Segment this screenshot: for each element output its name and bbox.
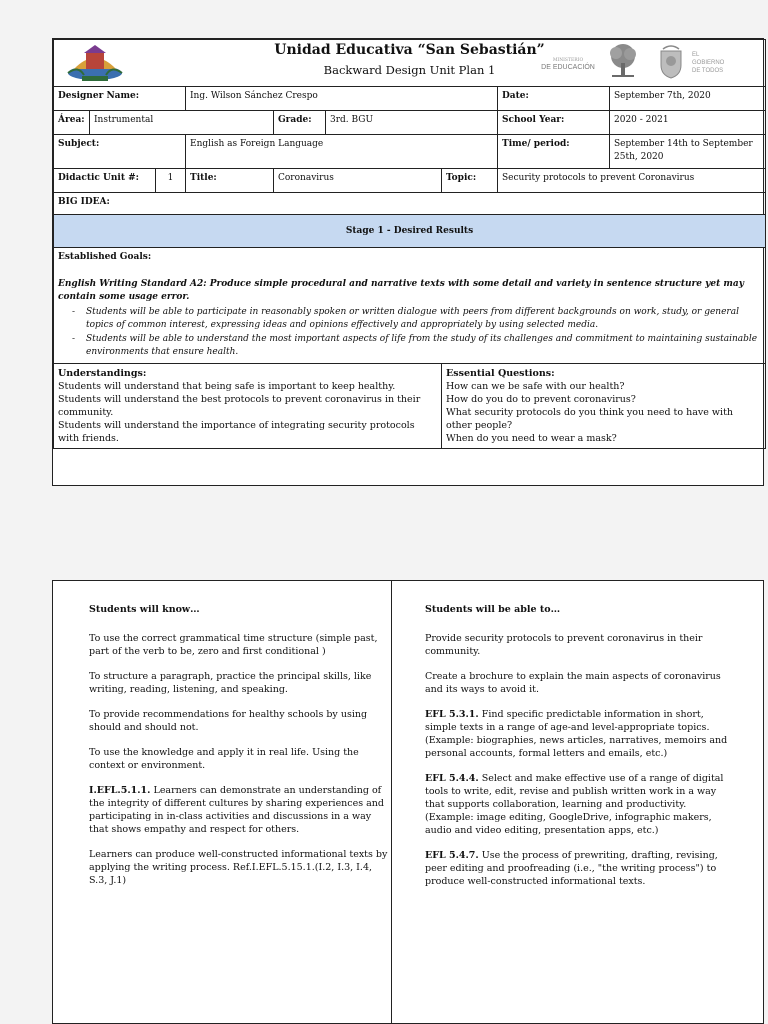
document-header <box>54 40 765 86</box>
date-value: September 7th, 2020 <box>610 87 766 111</box>
stage-heading: Stage 1 - Desired Results <box>54 215 766 248</box>
list-item: Learners can produce well-constructed informational texts by applying the writing process. Ref.I.EFL.5.15.1.(I.2, I.3, I.4, S.3, J.1) <box>89 849 388 886</box>
unit-plan-table <box>53 39 766 449</box>
subject-value: English as Foreign Language <box>186 135 498 169</box>
subject-label: Subject: <box>54 135 186 169</box>
period-value: September 14th to September 25th, 2020 <box>610 135 766 169</box>
column-divider <box>391 581 392 1023</box>
topic-label: Topic: <box>442 169 498 193</box>
questions-label: Essential Questions: <box>446 368 555 379</box>
title-label: Title: <box>186 169 274 193</box>
unit-value: 1 <box>156 169 186 193</box>
writing-standard: English Writing Standard A2: Produce simple procedural and narrative texts with some detail and variety in sentence structure yet may contain some usage error. <box>58 279 744 302</box>
area-value: Instrumental <box>90 111 274 135</box>
list-item: Students will understand the best protocols to prevent coronavirus in their community. <box>58 394 421 418</box>
list-item: Create a brochure to explain the main aspects of coronavirus and its ways to avoid it. <box>425 671 721 695</box>
know-heading: Students will know… <box>89 604 200 615</box>
list-item: What security protocols do you think you need to have with other people? <box>446 407 734 431</box>
unit-label: Didactic Unit #: <box>54 169 156 193</box>
list-item: - Students will be able to participate in reasonably spoken or written dialogue with peers from different backgrounds on work, study, or general topics of common interest, expressing ideas and opinions effectively and appropriately by using selected media. <box>86 306 761 332</box>
essential-questions-cell <box>442 364 766 449</box>
students-will-be-able-column <box>425 603 735 1023</box>
list-item: EFL 5.4.4. Select and make effective use of a range of digital tools to write, edit, revise and publish written work in a way that supports collaboration, learning and productivity. (Example: image editing, GoogleDrive, infographic makers, audio and video editing, presentation apps, etc.) <box>425 773 724 836</box>
period-label: Time/ period: <box>498 135 610 169</box>
list-item: When do you need to wear a mask? <box>446 433 617 444</box>
list-item: To use the knowledge and apply it in real life. Using the context or environment. <box>89 747 359 771</box>
government-logo <box>690 48 730 76</box>
list-item: - Students will be able to understand the most important aspects of life from the study of its challenges and commitment to maintaining sustainable environments that ensure health. <box>86 333 761 359</box>
list-item: To use the correct grammatical time structure (simple past, part of the verb to be, zero and first conditional ) <box>89 633 378 657</box>
list-item: EFL 5.4.7. Use the process of prewriting, drafting, revising, peer editing and proofreading (i.e., "the writing process") to produce well-constructed informational texts. <box>425 850 718 887</box>
able-heading: Students will be able to… <box>425 604 561 615</box>
unit-plan-page-2 <box>52 580 764 1024</box>
list-item: To provide recommendations for healthy schools by using should and should not. <box>89 709 368 733</box>
established-goals-cell <box>54 248 766 364</box>
national-shield-icon <box>658 45 684 79</box>
ministry-education-logo <box>532 52 604 74</box>
gov-logo-line3: DE TODOS <box>692 68 724 74</box>
designer-label: Designer Name: <box>54 87 186 111</box>
list-item: Students will understand that being safe is important to keep healthy. <box>58 381 396 392</box>
list-item: To structure a paragraph, practice the principal skills, like writing, reading, listening, and speaking. <box>89 671 372 695</box>
list-item: How do you do to prevent coronavirus? <box>446 394 636 405</box>
title-value: Coronavirus <box>274 169 442 193</box>
list-item: Provide security protocols to prevent coronavirus in their community. <box>425 633 703 657</box>
grade-label: Grade: <box>274 111 326 135</box>
tree-logo-icon <box>606 43 640 79</box>
list-item: Students will understand the importance of integrating security protocols with friends. <box>58 420 415 444</box>
date-label: Date: <box>498 87 610 111</box>
big-idea-label: BIG IDEA: <box>54 193 766 215</box>
school-name: Unidad Educativa “San Sebastián” <box>274 42 545 58</box>
area-label: Área: <box>54 111 90 135</box>
designer-value: Ing. Wilson Sánchez Crespo <box>186 87 498 111</box>
list-item: I.EFL.5.1.1. Learners can demonstrate an understanding of the integrity of different cultures by sharing experiences and participating in in-class activities and discussions in a way that shows empathy and respect for others. <box>89 785 385 835</box>
goals-list <box>58 306 761 359</box>
unit-plan-page-1 <box>52 38 764 486</box>
gov-logo-line1: EL <box>692 52 700 58</box>
goals-label: Established Goals: <box>58 252 152 262</box>
grade-value: 3rd. BGU <box>326 111 498 135</box>
understandings-label: Understandings: <box>58 368 147 379</box>
school-year-label: School Year: <box>498 111 610 135</box>
list-item: How can we be safe with our health? <box>446 381 625 392</box>
list-item: EFL 5.3.1. Find specific predictable information in short, simple texts in a range of age-and level-appropriate topics. (Example: biographies, news articles, narratives, memoirs and personal accounts, formal letters and emails, etc.) <box>425 709 728 759</box>
topic-value: Security protocols to prevent Coronavirus <box>498 169 766 193</box>
ministry-logo-text: DE EDUCACIÓN <box>541 64 595 71</box>
students-will-know-column <box>89 603 389 1023</box>
plan-title: Backward Design Unit Plan 1 <box>323 63 496 77</box>
understandings-cell <box>54 364 442 449</box>
school-year-value: 2020 - 2021 <box>610 111 766 135</box>
ministry-logo-small: MINISTERIO <box>552 58 584 63</box>
gov-logo-line2: GOBIERNO <box>692 60 725 66</box>
